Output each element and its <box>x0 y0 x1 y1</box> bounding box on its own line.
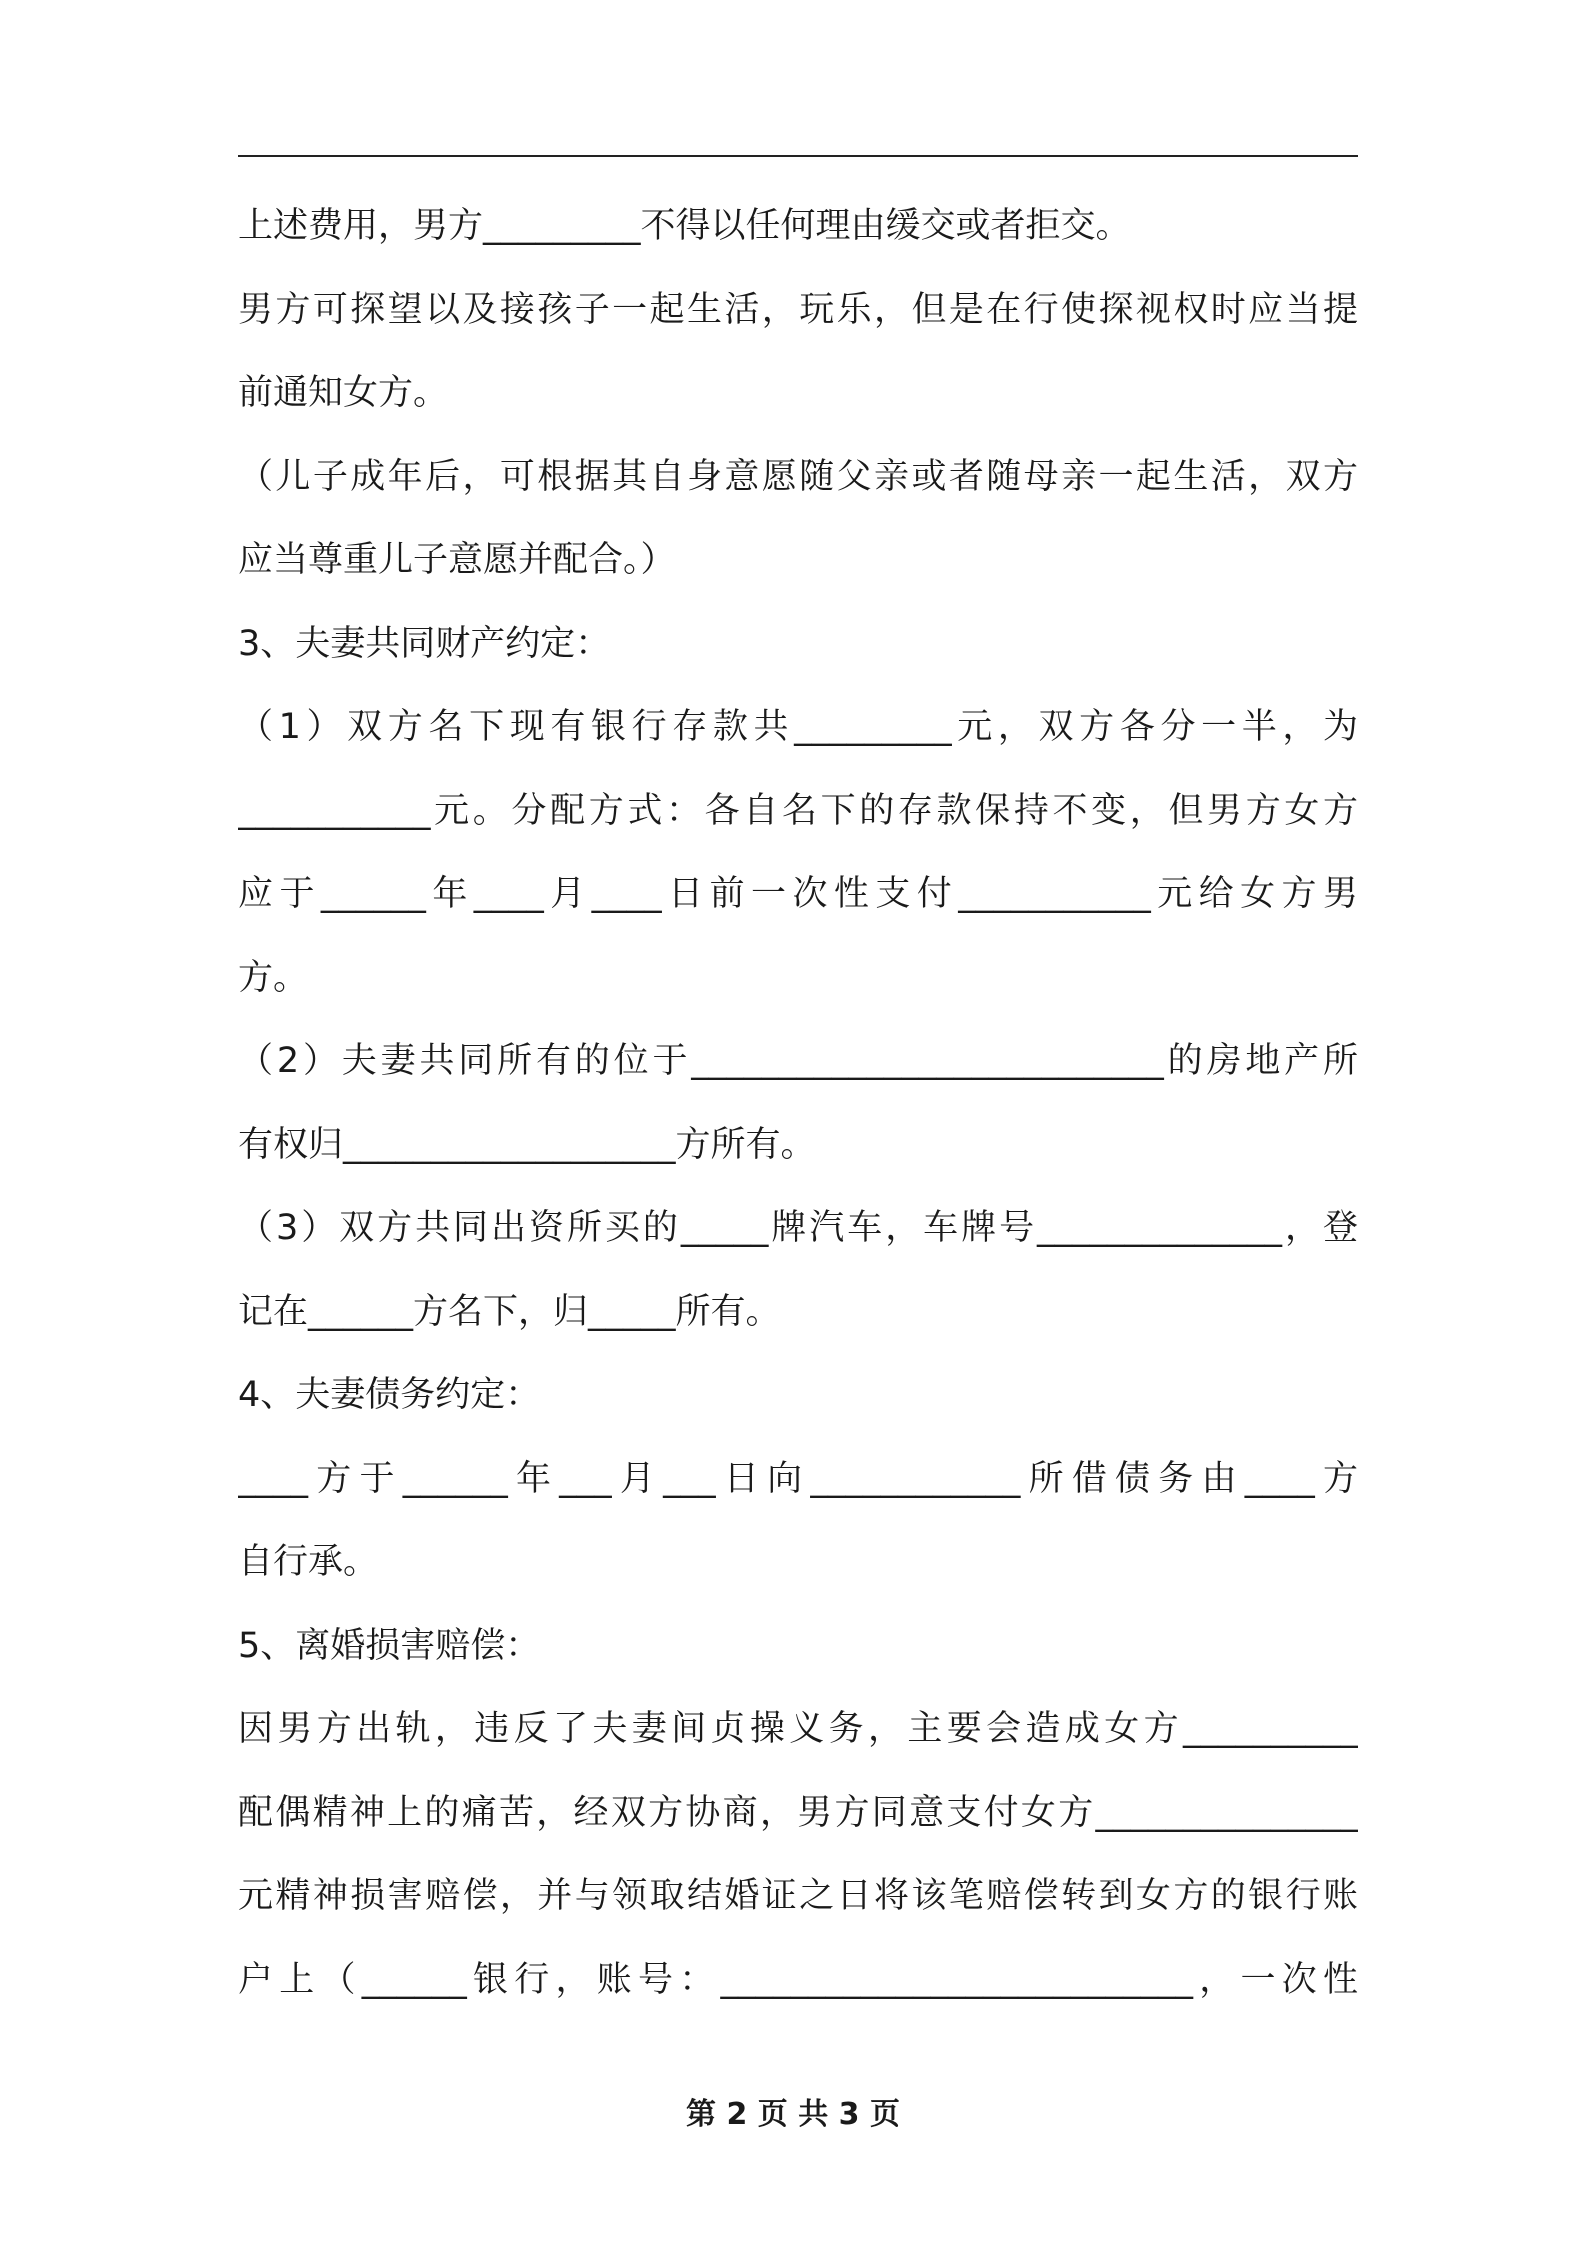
section-heading: 4、夫妻债务约定： <box>238 1375 541 1415</box>
text-line: 配偶精神上的痛苦，经双方协商，男方同意支付女方_______________ <box>238 1792 1358 1833</box>
text-line: （3）双方共同出资所买的_____牌汽车，车牌号______________，登 <box>238 1208 1358 1248</box>
text-line: 有权归___________________方所有。 <box>238 1124 816 1165</box>
text-line: （1）双方名下现有银行存款共_________元，双方各分一半，为 <box>238 707 1358 747</box>
page-number-footer: 第 2 页 共 3 页 <box>686 2097 900 2132</box>
text-line: （儿子成年后，可根据其自身意愿随父亲或者随母亲一起生活，双方 <box>238 456 1358 497</box>
text-line: 户上（______银行，账号：___________________________，一次性 <box>238 1959 1358 2000</box>
text-line: 元精神损害赔偿，并与领取结婚证之日将该笔赔偿转到女方的银行账 <box>238 1876 1358 1916</box>
header-rule <box>238 155 1358 157</box>
text-line: 记在______方名下，归_____所有。 <box>238 1291 781 1332</box>
text-line: 应当尊重儿子意愿并配合。） <box>238 540 676 580</box>
document-body <box>238 185 1358 2022</box>
section-heading: 3、夫妻共同财产约定： <box>238 623 611 664</box>
text-line: 前通知女方。 <box>238 373 449 413</box>
text-line: （2）夫妻共同所有的位于___________________________的房地产所 <box>238 1041 1358 1081</box>
text-line: 方。 <box>238 957 309 998</box>
text-line: 上述费用，男方_________不得以任何理由缓交或者拒交。 <box>238 206 1131 246</box>
section-heading: 5、离婚损害赔偿： <box>238 1625 541 1666</box>
text-line: ___________元。分配方式：各自名下的存款保持不变，但男方女方 <box>238 790 1358 831</box>
text-line: ____方于______年___月___日向____________所借债务由____方 <box>238 1458 1358 1499</box>
text-line: 自行承。 <box>238 1542 379 1582</box>
text-line: 因男方出轨，违反了夫妻间贞操义务，主要会造成女方__________ <box>238 1709 1358 1749</box>
text-line: 男方可探望以及接孩子一起生活，玩乐，但是在行使探视权时应当提 <box>238 289 1358 330</box>
text-line: 应于______年____月____日前一次性支付___________元给女方男 <box>238 874 1358 914</box>
